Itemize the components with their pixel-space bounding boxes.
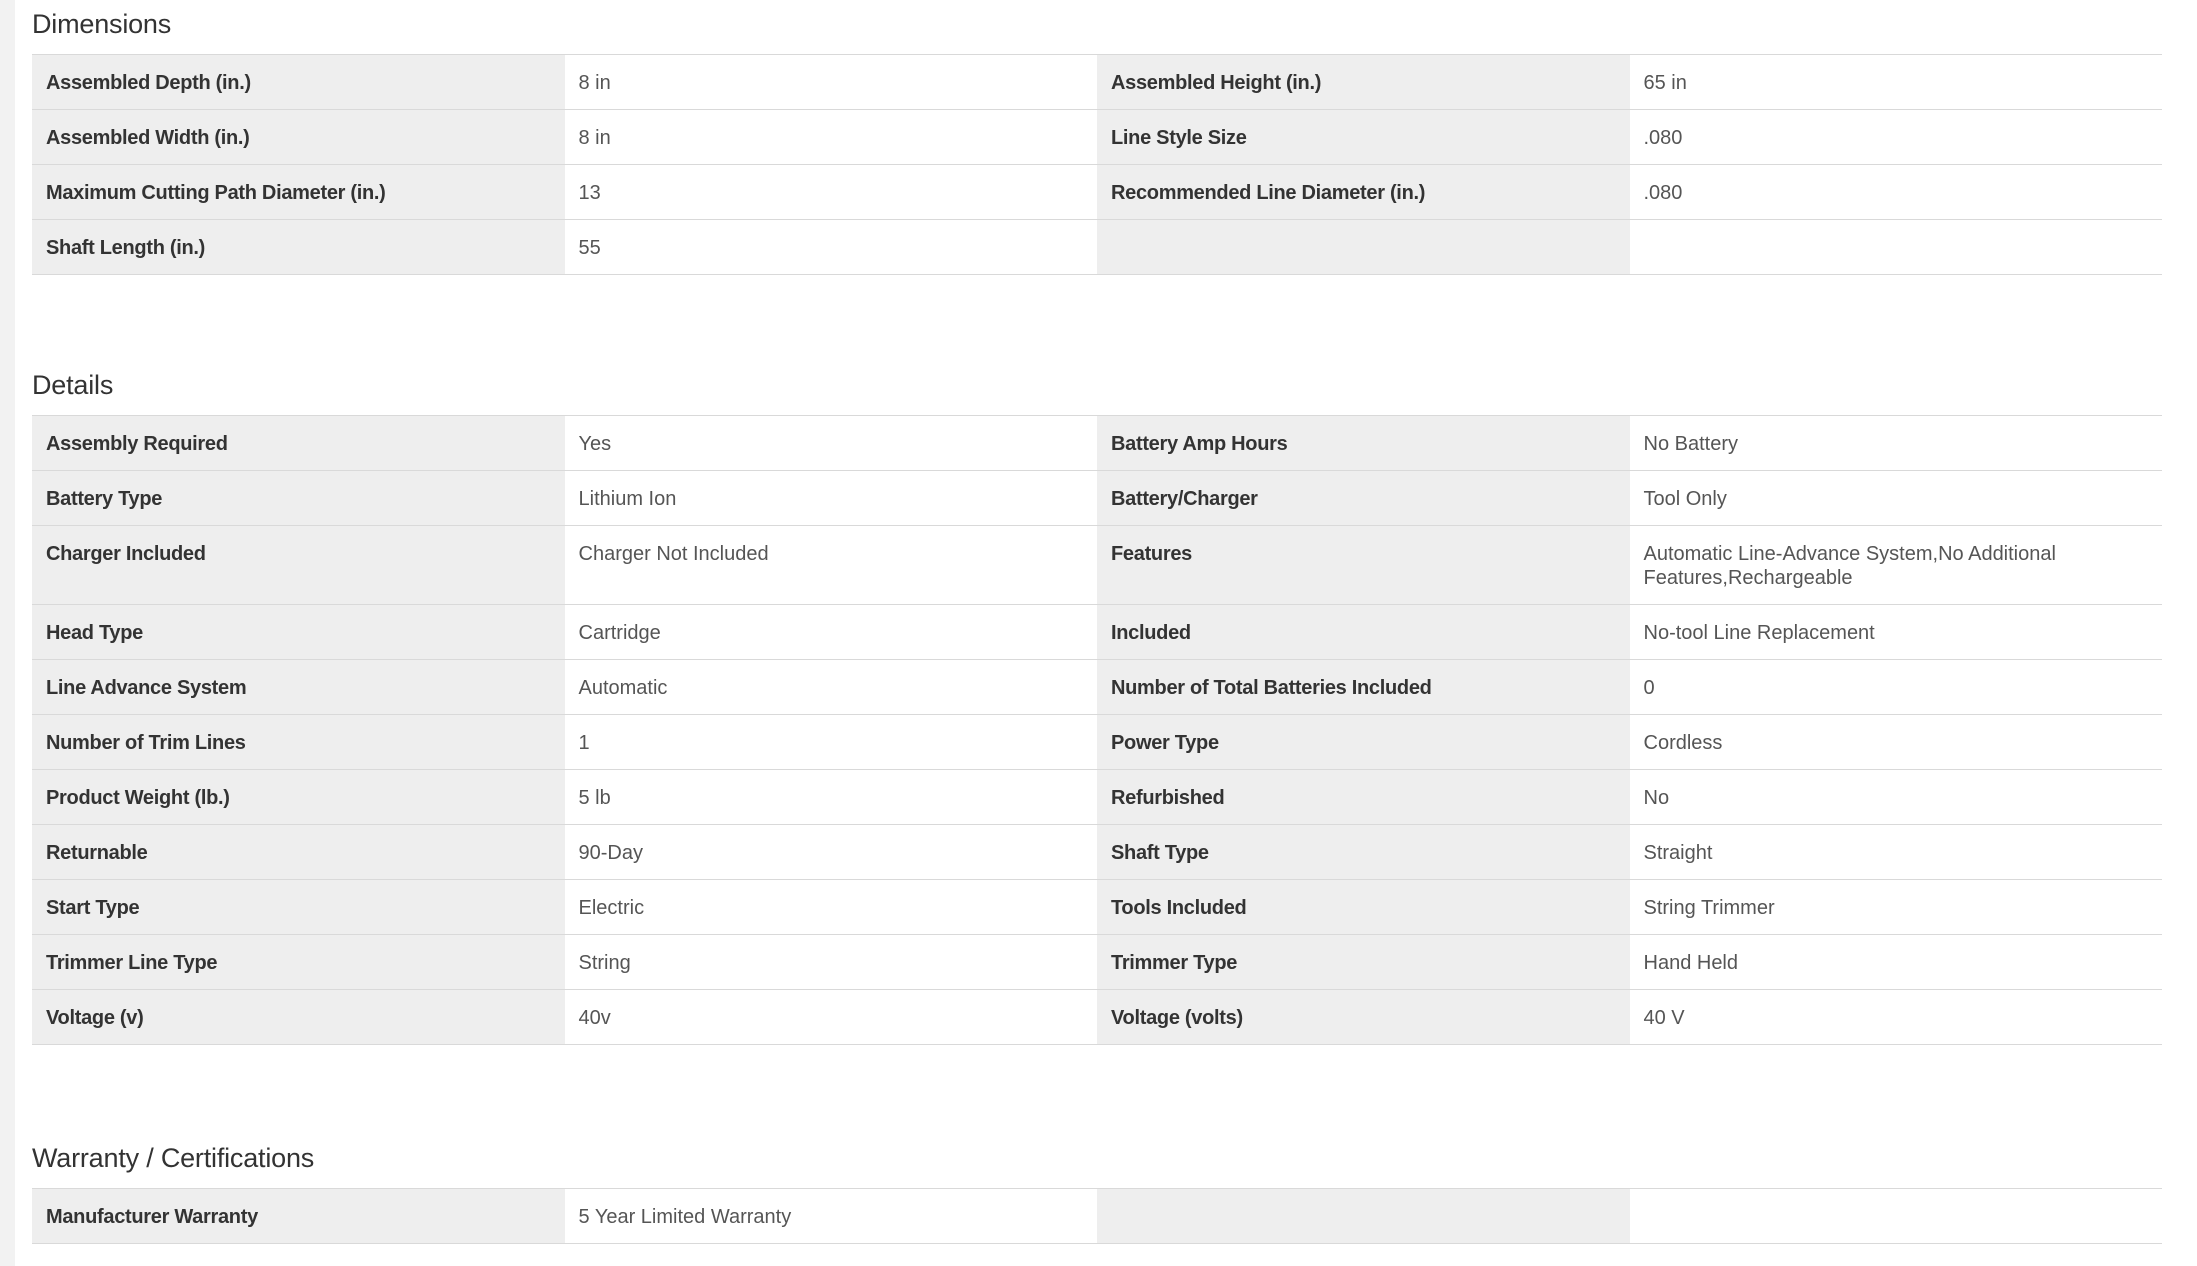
spec-value-battery-amp-hours: No Battery bbox=[1630, 416, 2163, 470]
spec-value-features: Automatic Line-Advance System,No Additional Features,Rechargeable bbox=[1630, 526, 2163, 604]
spec-value-product-weight-lb: 5 lb bbox=[565, 770, 1098, 824]
section-title: Details bbox=[32, 370, 114, 400]
spec-value-line-advance-system: Automatic bbox=[565, 660, 1098, 714]
spec-table bbox=[32, 54, 2162, 275]
specifications-page bbox=[15, 0, 2197, 1266]
empty-label-cell bbox=[1097, 220, 1630, 274]
spec-value-voltage-volts: 40 V bbox=[1630, 990, 2163, 1044]
spec-label-assembled-width-in: Assembled Width (in.) bbox=[32, 110, 565, 164]
spec-label-shaft-length-in: Shaft Length (in.) bbox=[32, 220, 565, 274]
table-row bbox=[32, 1189, 2162, 1244]
spec-label-returnable: Returnable bbox=[32, 825, 565, 879]
empty-value-cell bbox=[1630, 220, 2163, 274]
spec-label-assembled-height-in: Assembled Height (in.) bbox=[1097, 55, 1630, 109]
spec-label-battery-charger: Battery/Charger bbox=[1097, 471, 1630, 525]
spec-label-start-type: Start Type bbox=[32, 880, 565, 934]
table-row bbox=[32, 990, 2162, 1045]
table-row bbox=[32, 935, 2162, 990]
spec-value-number-of-total-batteries-included: 0 bbox=[1630, 660, 2163, 714]
spec-value-assembled-height-in: 65 in bbox=[1630, 55, 2163, 109]
spec-value-assembled-depth-in: 8 in bbox=[565, 55, 1098, 109]
spec-value-start-type: Electric bbox=[565, 880, 1098, 934]
spec-label-voltage-v: Voltage (v) bbox=[32, 990, 565, 1044]
spec-label-line-advance-system: Line Advance System bbox=[32, 660, 565, 714]
spec-table bbox=[32, 1188, 2162, 1244]
spec-value-trimmer-type: Hand Held bbox=[1630, 935, 2163, 989]
spec-label-included: Included bbox=[1097, 605, 1630, 659]
spec-table bbox=[32, 415, 2162, 1045]
table-row bbox=[32, 660, 2162, 715]
table-row bbox=[32, 526, 2162, 605]
spec-label-trimmer-line-type: Trimmer Line Type bbox=[32, 935, 565, 989]
spec-label-voltage-volts: Voltage (volts) bbox=[1097, 990, 1630, 1044]
spec-label-features: Features bbox=[1097, 526, 1630, 604]
spec-value-line-style-size: .080 bbox=[1630, 110, 2163, 164]
spec-value-number-of-trim-lines: 1 bbox=[565, 715, 1098, 769]
spec-value-included: No-tool Line Replacement bbox=[1630, 605, 2163, 659]
spec-label-tools-included: Tools Included bbox=[1097, 880, 1630, 934]
spec-value-trimmer-line-type: String bbox=[565, 935, 1098, 989]
section-title: Dimensions bbox=[32, 9, 172, 39]
table-row bbox=[32, 880, 2162, 935]
spec-value-shaft-length-in: 55 bbox=[565, 220, 1098, 274]
spec-value-battery-type: Lithium Ion bbox=[565, 471, 1098, 525]
spec-value-voltage-v: 40v bbox=[565, 990, 1098, 1044]
table-row bbox=[32, 715, 2162, 770]
spec-label-number-of-trim-lines: Number of Trim Lines bbox=[32, 715, 565, 769]
spec-label-product-weight-lb: Product Weight (lb.) bbox=[32, 770, 565, 824]
spec-value-assembly-required: Yes bbox=[565, 416, 1098, 470]
dimensions-section bbox=[32, 0, 2162, 275]
empty-label-cell bbox=[1097, 1189, 1630, 1243]
spec-label-battery-type: Battery Type bbox=[32, 471, 565, 525]
spec-label-assembly-required: Assembly Required bbox=[32, 416, 565, 470]
spec-value-tools-included: String Trimmer bbox=[1630, 880, 2163, 934]
spec-label-power-type: Power Type bbox=[1097, 715, 1630, 769]
spec-value-maximum-cutting-path-diameter-in: 13 bbox=[565, 165, 1098, 219]
spec-value-power-type: Cordless bbox=[1630, 715, 2163, 769]
section-title: Warranty / Certifications bbox=[32, 1143, 315, 1173]
spec-label-maximum-cutting-path-diameter-in: Maximum Cutting Path Diameter (in.) bbox=[32, 165, 565, 219]
table-row bbox=[32, 770, 2162, 825]
spec-label-head-type: Head Type bbox=[32, 605, 565, 659]
table-row bbox=[32, 220, 2162, 275]
spec-label-charger-included: Charger Included bbox=[32, 526, 565, 604]
spec-label-recommended-line-diameter-in: Recommended Line Diameter (in.) bbox=[1097, 165, 1630, 219]
table-row bbox=[32, 55, 2162, 110]
spec-value-battery-charger: Tool Only bbox=[1630, 471, 2163, 525]
spec-value-manufacturer-warranty: 5 Year Limited Warranty bbox=[565, 1189, 1098, 1243]
spec-value-assembled-width-in: 8 in bbox=[565, 110, 1098, 164]
spec-value-charger-included: Charger Not Included bbox=[565, 526, 1098, 604]
spec-label-assembled-depth-in: Assembled Depth (in.) bbox=[32, 55, 565, 109]
details-section bbox=[32, 361, 2162, 1045]
spec-value-refurbished: No bbox=[1630, 770, 2163, 824]
spec-label-line-style-size: Line Style Size bbox=[1097, 110, 1630, 164]
table-row bbox=[32, 471, 2162, 526]
spec-label-refurbished: Refurbished bbox=[1097, 770, 1630, 824]
table-row bbox=[32, 825, 2162, 880]
spec-label-number-of-total-batteries-included: Number of Total Batteries Included bbox=[1097, 660, 1630, 714]
table-row bbox=[32, 605, 2162, 660]
spec-label-shaft-type: Shaft Type bbox=[1097, 825, 1630, 879]
empty-value-cell bbox=[1630, 1189, 2163, 1243]
table-row bbox=[32, 165, 2162, 220]
spec-value-returnable: 90-Day bbox=[565, 825, 1098, 879]
table-row bbox=[32, 416, 2162, 471]
table-row bbox=[32, 110, 2162, 165]
spec-value-head-type: Cartridge bbox=[565, 605, 1098, 659]
spec-value-shaft-type: Straight bbox=[1630, 825, 2163, 879]
spec-label-trimmer-type: Trimmer Type bbox=[1097, 935, 1630, 989]
spec-value-recommended-line-diameter-in: .080 bbox=[1630, 165, 2163, 219]
warranty-certifications-section bbox=[32, 1134, 2162, 1244]
spec-label-manufacturer-warranty: Manufacturer Warranty bbox=[32, 1189, 565, 1243]
spec-label-battery-amp-hours: Battery Amp Hours bbox=[1097, 416, 1630, 470]
